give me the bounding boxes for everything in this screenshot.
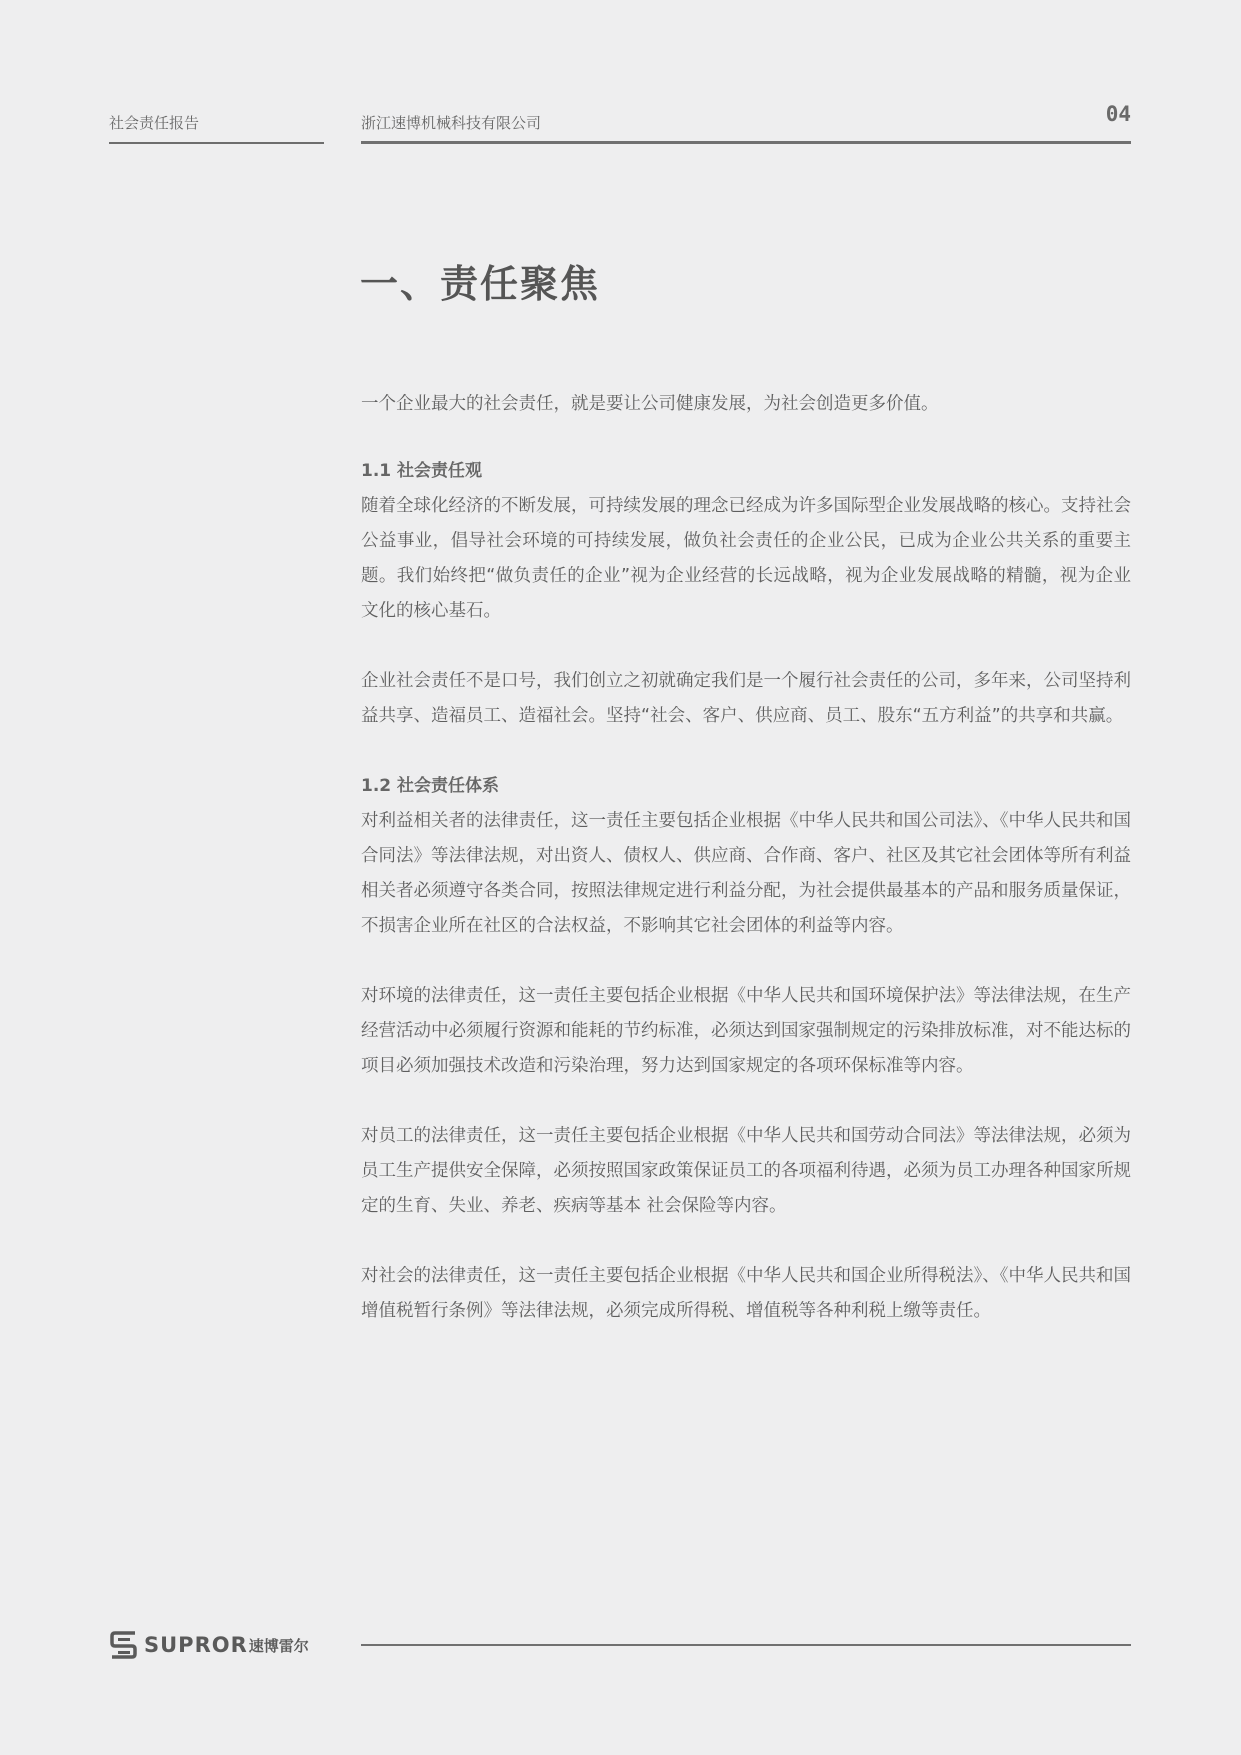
section2-paragraph-3: 对员工的法律责任，这一责任主要包括企业根据《中华人民共和国劳动合同法》等法律法规，必须为员工生产提供安全保障，必须按照国家政策保证员工的各项福利待遇，必须为员工办理各种国家所规定的生育、失业、养老、疾病等基本 社会保险等内容。 (361, 1126, 1131, 1216)
footer (109, 1628, 1131, 1662)
report-title: 社会责任报告 (109, 114, 200, 132)
section1-paragraph-2: 企业社会责任不是口号，我们创立之初就确定我们是一个履行社会责任的公司，多年来，公司坚持利益共享、造福员工、造福社会。坚持“社会、客户、供应商、员工、股东“五方利益”的共享和共赢。 (361, 671, 1131, 726)
section2-paragraph-1: 对利益相关者的法律责任，这一责任主要包括企业根据《中华人民共和国公司法》、《中华人民共和国合同法》等法律法规，对出资人、债权人、供应商、合作商、客户、社区及其它社会团体等所有利益相关者必须遵守各类合同，按照法律规定进行利益分配，为社会提供最基本的产品和服务质量保证，不损害企业所在社区的合法权益，不影响其它社会团体的利益等内容。 (361, 811, 1131, 936)
intro-paragraph: 一个企业最大的社会责任，就是要让公司健康发展，为社会创造更多价值。 (361, 394, 939, 414)
header-company-block (361, 104, 1131, 144)
brand-name: SUPROR (144, 1633, 248, 1657)
footer-divider (361, 1644, 1131, 1646)
brand-logo (109, 1628, 309, 1662)
header-report-title-block (109, 110, 324, 144)
section-heading-1-1: 1.1 社会责任观 (361, 461, 483, 481)
page-title: 一、责任聚焦 (360, 262, 601, 306)
supror-s-logo-icon (109, 1630, 139, 1660)
page-number: 04 (1105, 102, 1131, 126)
brand-name-cn: 速博雷尔 (248, 1636, 309, 1655)
section-heading-1-2: 1.2 社会责任体系 (361, 776, 500, 796)
section2-paragraph-2: 对环境的法律责任，这一责任主要包括企业根据《中华人民共和国环境保护法》等法律法规，在生产经营活动中必须履行资源和能耗的节约标准，必须达到国家强制规定的污染排放标准，对不能达标的项目必须加强技术改造和污染治理，努力达到国家规定的各项环保标准等内容。 (361, 986, 1131, 1076)
company-name: 浙江速博机械科技有限公司 (361, 114, 542, 132)
section1-paragraph-1: 随着全球化经济的不断发展，可持续发展的理念已经成为许多国际型企业发展战略的核心。支持社会公益事业，倡导社会环境的可持续发展，做负社会责任的企业公民，已成为企业公共关系的重要主题。我们始终把“做负责任的企业”视为企业经营的长远战略，视为企业发展战略的精髓，视为企业文化的核心基石。 (361, 496, 1131, 621)
section2-paragraph-4: 对社会的法律责任，这一责任主要包括企业根据《中华人民共和国企业所得税法》、《中华人民共和国增值税暂行条例》等法律法规，必须完成所得税、增值税等各种利税上缴等责任。 (361, 1266, 1131, 1321)
main-content (361, 387, 1131, 1329)
